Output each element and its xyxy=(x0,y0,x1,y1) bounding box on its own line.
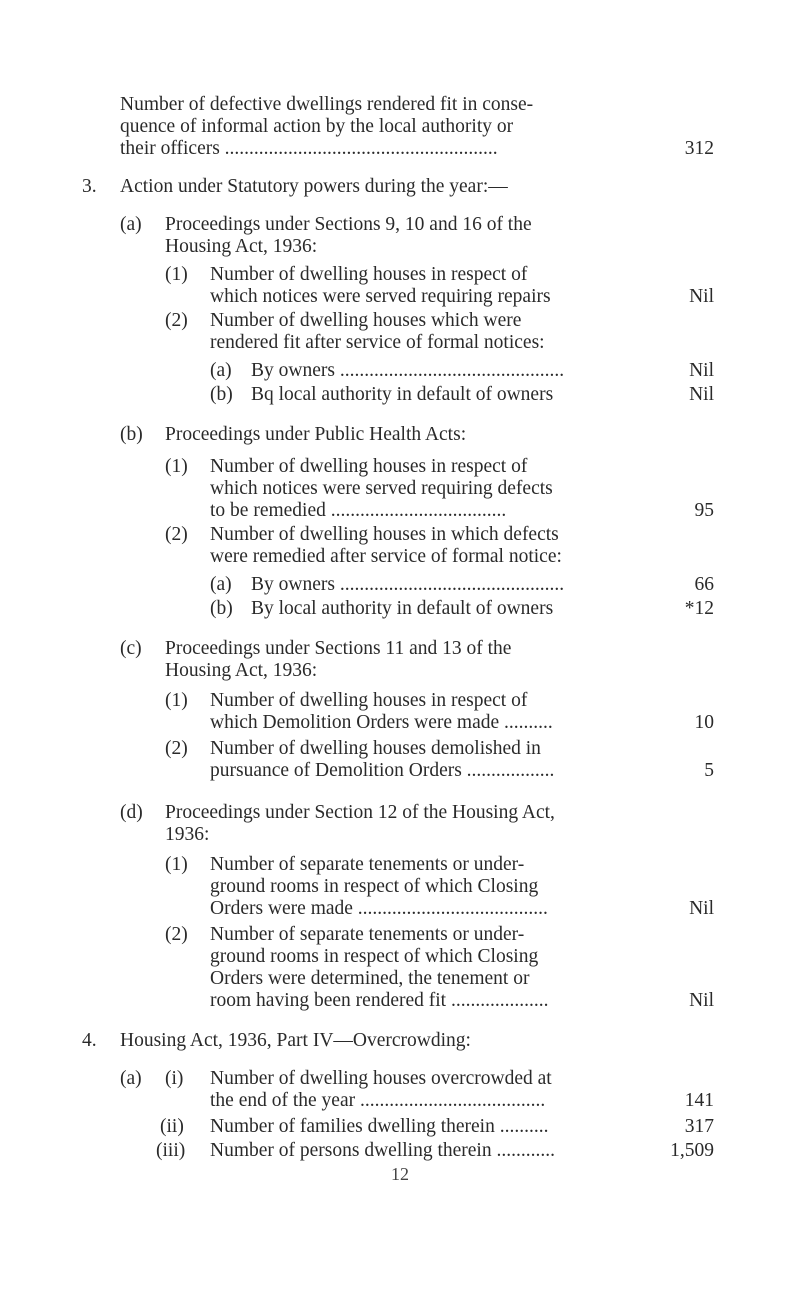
item-text: By local authority in default of owners xyxy=(251,598,554,619)
item-value: 66 xyxy=(694,574,714,595)
item-label: (1) xyxy=(165,690,188,711)
subsection-text: Proceedings under Sections 9, 10 and 16 of the xyxy=(165,214,532,235)
item-text: Bq local authority in default of owners xyxy=(251,384,554,405)
item-text: Number of dwelling houses demolished in xyxy=(210,738,541,759)
item-text: which Demolition Orders were made .......... xyxy=(210,712,553,733)
page-number: 12 xyxy=(391,1164,409,1184)
item-value: 1,509 xyxy=(670,1140,714,1161)
item-value: Nil xyxy=(689,898,714,919)
item-value: Nil xyxy=(689,360,714,381)
item-value: Nil xyxy=(689,384,714,405)
subsection-label: (c) xyxy=(120,638,142,659)
item-text: Number of dwelling houses in respect of xyxy=(210,264,528,285)
subsection-label: (d) xyxy=(120,802,143,823)
subsection-text: Housing Act, 1936: xyxy=(165,660,318,681)
item-label: (2) xyxy=(165,738,188,759)
item-value: Nil xyxy=(689,990,714,1011)
item-text: Number of separate tenements or under- xyxy=(210,854,525,875)
subsection-text: Proceedings under Section 12 of the Housing Act, xyxy=(165,802,555,823)
item-text: Orders were made ....................................... xyxy=(210,898,548,919)
item-value: 10 xyxy=(694,712,714,733)
item-text: Number of dwelling houses overcrowded at xyxy=(210,1068,552,1089)
intro-text: quence of informal action by the local authority or xyxy=(120,116,514,137)
item-value: 95 xyxy=(694,500,714,521)
item-label: (b) xyxy=(210,384,233,405)
item-label: (ii) xyxy=(160,1116,184,1137)
section-heading: Housing Act, 1936, Part IV—Overcrowding: xyxy=(120,1030,471,1051)
item-value: *12 xyxy=(684,598,714,619)
item-label: (i) xyxy=(165,1068,184,1089)
item-text: pursuance of Demolition Orders .................. xyxy=(210,760,555,781)
item-text: Number of dwelling houses which were xyxy=(210,310,522,331)
item-text: Number of families dwelling therein .......... xyxy=(210,1116,549,1137)
item-text: to be remedied .................................... xyxy=(210,500,507,521)
item-text: ground rooms in respect of which Closing xyxy=(210,876,539,897)
item-text: By owners .............................................. xyxy=(251,360,565,381)
item-value: 5 xyxy=(704,760,714,781)
item-label: (2) xyxy=(165,310,188,331)
item-text: the end of the year ...................................... xyxy=(210,1090,546,1111)
subsection-label: (b) xyxy=(120,424,143,445)
item-text: which notices were served requiring repairs xyxy=(210,286,551,307)
subsection-label: (a) xyxy=(120,214,142,235)
item-label: (a) xyxy=(210,574,232,595)
item-text: Number of persons dwelling therein ............ xyxy=(210,1140,555,1161)
intro-value: 312 xyxy=(684,138,714,159)
section-number: 4. xyxy=(82,1030,97,1051)
item-text: Number of dwelling houses in respect of xyxy=(210,456,528,477)
item-text: Orders were determined, the tenement or xyxy=(210,968,530,989)
subsection-text: Proceedings under Public Health Acts: xyxy=(165,424,467,445)
item-label: (b) xyxy=(210,598,233,619)
subsection-text: Proceedings under Sections 11 and 13 of the xyxy=(165,638,512,659)
subsection-label: (a) xyxy=(120,1068,142,1089)
section-heading: Action under Statutory powers during the year:— xyxy=(120,176,508,197)
item-label: (a) xyxy=(210,360,232,381)
item-text: room having been rendered fit .................... xyxy=(210,990,549,1011)
item-label: (1) xyxy=(165,854,188,875)
intro-text: their officers ........................................................ xyxy=(120,138,498,159)
item-value: Nil xyxy=(689,286,714,307)
item-label: (2) xyxy=(165,924,188,945)
item-text: Number of separate tenements or under- xyxy=(210,924,525,945)
item-text: ground rooms in respect of which Closing xyxy=(210,946,539,967)
subsection-text: Housing Act, 1936: xyxy=(165,236,318,257)
item-value: 141 xyxy=(684,1090,714,1111)
subsection-text: 1936: xyxy=(165,824,210,845)
item-text: were remedied after service of formal notice: xyxy=(210,546,562,567)
section-number: 3. xyxy=(82,176,97,197)
item-label: (iii) xyxy=(156,1140,186,1161)
intro-text: Number of defective dwellings rendered fit in conse- xyxy=(120,94,534,115)
item-text: By owners .............................................. xyxy=(251,574,565,595)
item-text: Number of dwelling houses in respect of xyxy=(210,690,528,711)
item-label: (1) xyxy=(165,456,188,477)
item-text: Number of dwelling houses in which defects xyxy=(210,524,559,545)
item-text: rendered fit after service of formal notices: xyxy=(210,332,545,353)
item-text: which notices were served requiring defects xyxy=(210,478,553,499)
item-value: 317 xyxy=(684,1116,714,1137)
item-label: (1) xyxy=(165,264,188,285)
item-label: (2) xyxy=(165,524,188,545)
